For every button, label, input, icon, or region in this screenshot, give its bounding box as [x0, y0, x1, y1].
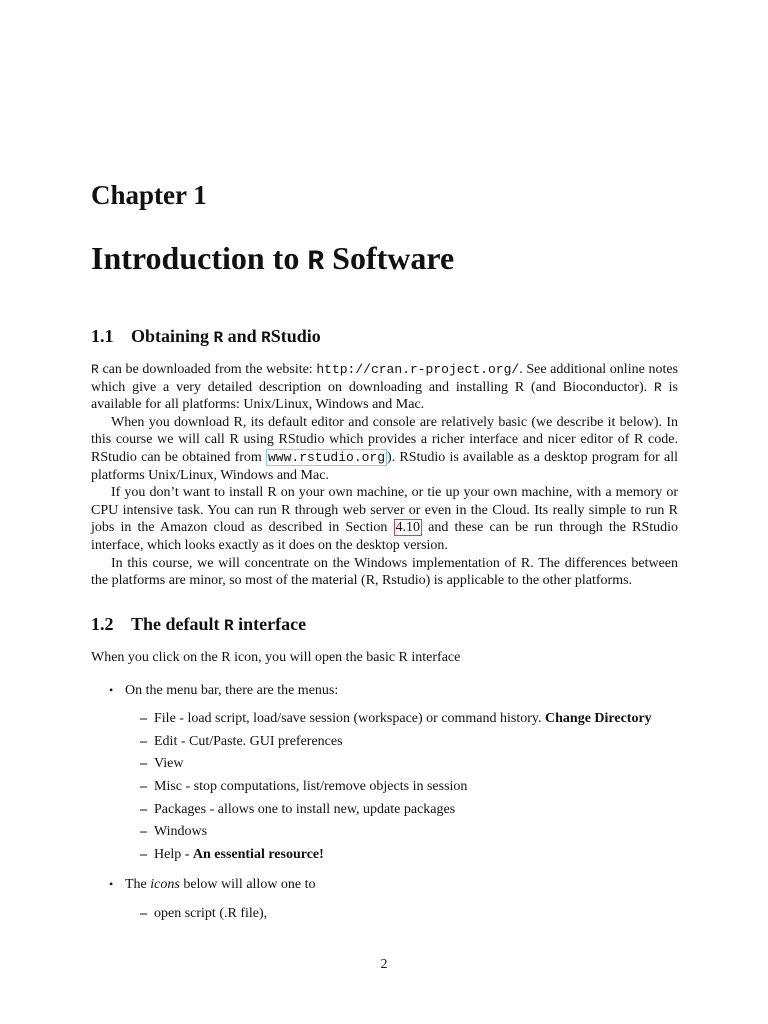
- dash-icon: –: [140, 711, 147, 726]
- paragraph-text: . See additional online notes which give a very detailed description on downloading and installing R (and Bioconductor).: [91, 362, 678, 395]
- list-item-text: View: [154, 756, 184, 772]
- section-ref-link[interactable]: 4.10: [395, 520, 421, 536]
- chapter-title-r: R: [307, 247, 325, 278]
- paragraph-text: and these can be run through the RStudio interface, which looks exactly as it does on the desktop version.: [91, 520, 679, 553]
- list-item-text: Misc - stop computations, list/remove objects in session: [154, 779, 468, 795]
- section-heading-default-interface: [91, 613, 306, 637]
- section-heading-r: R: [224, 617, 234, 635]
- section-heading-obtaining: [91, 325, 321, 349]
- list-item-bold: An essential resource!: [192, 847, 324, 863]
- list-item-text: File - load script, load/save session (workspace) or command history.: [154, 711, 546, 726]
- rstudio-link[interactable]: www.rstudio.org: [268, 449, 386, 465]
- list-item: [140, 905, 267, 923]
- list-item: [140, 823, 652, 841]
- section-heading-r2: R: [261, 329, 271, 347]
- bullet-text: below will allow one to: [179, 877, 316, 892]
- section-number: 1.1: [91, 326, 114, 346]
- bullet-icon: •: [109, 683, 114, 697]
- section-heading-r: R: [213, 329, 224, 347]
- bullet-text-emphasis: icons: [150, 877, 180, 892]
- section-intro: When you click on the R icon, you will open the basic R interface: [91, 650, 461, 665]
- chapter-title-pre: Introduction to: [91, 240, 308, 276]
- list-item-text: Help -: [154, 847, 193, 863]
- paragraph: [91, 361, 678, 414]
- r-code: R: [91, 362, 99, 377]
- list-item: [140, 801, 652, 819]
- section-body: [91, 361, 678, 590]
- bullet-item-menus: [109, 682, 338, 700]
- list-item-text: Windows: [154, 824, 208, 840]
- list-item: [140, 778, 652, 796]
- paragraph: In this course, we will concentrate on the Windows implementation of R. The differences between the platforms are minor, so most of the material (R, Rstudio) is applicable to the other platforms.: [91, 555, 678, 589]
- list-item-bold: Change Directory: [545, 711, 652, 726]
- section-heading-mid: and: [223, 326, 262, 346]
- icons-list: [140, 905, 267, 928]
- paragraph: [91, 414, 678, 484]
- paragraph-text: ). RStudio is available as a desktop program for all platforms Unix/Linux, Windows and Mac.: [91, 449, 678, 483]
- paragraph-text: is available for all platforms: Unix/Linux, Windows and Mac.: [91, 379, 679, 413]
- menu-list: [140, 710, 652, 869]
- bullet-item-icons: [109, 876, 316, 894]
- bullet-icon: •: [109, 877, 114, 891]
- dash-icon: –: [140, 779, 147, 795]
- section-heading-post: interface: [233, 614, 307, 634]
- list-item: [140, 733, 652, 751]
- paragraph: [91, 484, 678, 554]
- list-item: [140, 846, 652, 864]
- list-item-text: Packages - allows one to install new, update packages: [154, 801, 456, 817]
- section-heading-post: Studio: [270, 326, 321, 346]
- list-item-text: Edit - Cut/Paste. GUI preferences: [154, 733, 343, 749]
- section-number: 1.2: [91, 614, 114, 634]
- paragraph-text: When you download R, its default editor and console are relatively basic (we describe it below). In this course we will call R using RStudio which provides a richer interface and nicer editor of R code. RStudio can be obtained from: [91, 414, 678, 465]
- dash-icon: –: [140, 847, 147, 863]
- dash-icon: –: [140, 824, 147, 840]
- dash-icon: –: [140, 906, 147, 921]
- dash-icon: –: [140, 733, 147, 749]
- paragraph-text: can be downloaded from the website:: [98, 362, 317, 377]
- paragraph-text: If you don’t want to install R on your own machine, or tie up your own machine, with a memory or CPU intensive task. You can run R through web server or even in the Cloud. Its really simple to run R jobs in the Amazon cloud as described in Section: [91, 485, 678, 536]
- page-number: 2: [380, 957, 388, 972]
- dash-icon: –: [140, 756, 147, 772]
- bullet-text: On the menu bar, there are the menus:: [125, 683, 339, 698]
- dash-icon: –: [140, 801, 147, 817]
- cran-url: http://cran.r-project.org/: [316, 362, 520, 377]
- section-heading-pre: The default: [131, 614, 225, 634]
- r-code: R: [654, 379, 662, 395]
- bullet-text: The: [125, 877, 151, 892]
- list-item-text: open script (.R file),: [154, 906, 268, 921]
- chapter-title: [91, 238, 454, 283]
- list-item: [140, 710, 652, 728]
- chapter-label: Chapter 1: [91, 180, 207, 210]
- section-heading-pre: Obtaining: [131, 326, 214, 346]
- chapter-title-post: Software: [324, 240, 455, 276]
- list-item: [140, 755, 652, 773]
